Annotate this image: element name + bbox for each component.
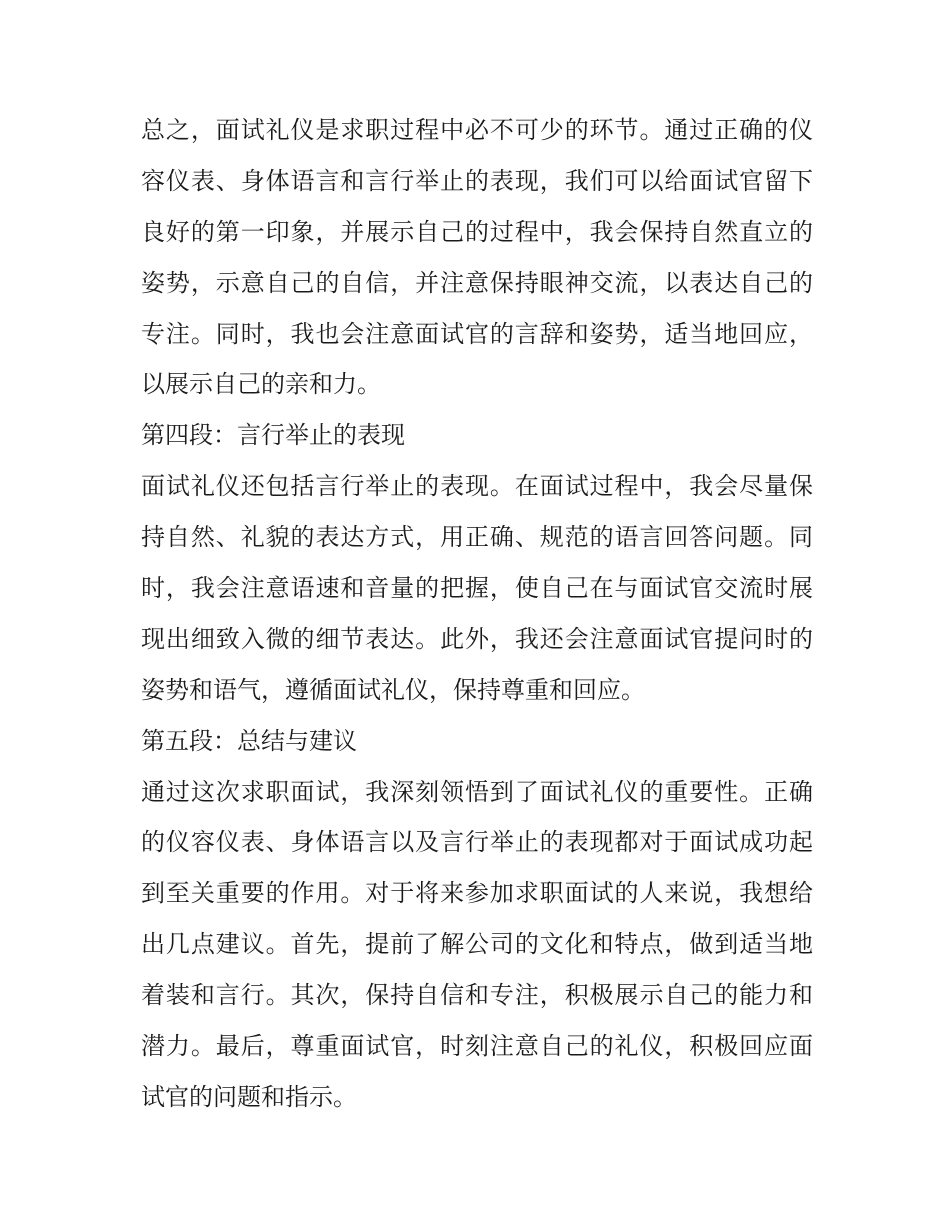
text-line: 专注。同时，我也会注意面试官的言辞和姿势，适当地回应，	[141, 319, 813, 348]
text-line: 良好的第一印象，并展示自己的过程中，我会保持自然直立的	[141, 217, 813, 246]
text-line: 姿势和语气，遵循面试礼仪，保持尊重和回应。	[141, 675, 645, 704]
text-line: 着装和言行。其次，保持自信和专注，积极展示自己的能力和	[141, 981, 813, 1010]
text-line: 面试礼仪还包括言行举止的表现。在面试过程中，我会尽量保	[141, 472, 813, 501]
section-4-heading: 第四段：言行举止的表现	[141, 421, 405, 450]
text-line: 通过这次求职面试，我深刻领悟到了面试礼仪的重要性。正确	[141, 777, 813, 806]
section-4-body	[141, 461, 813, 715]
section-5-heading: 第五段：总结与建议	[141, 726, 357, 755]
text-line: 出几点建议。首先，提前了解公司的文化和特点，做到适当地	[141, 930, 813, 959]
text-line: 试官的问题和指示。	[141, 1082, 357, 1111]
text-line: 姿势，示意自己的自信，并注意保持眼神交流，以表达自己的	[141, 268, 813, 297]
text-line: 总之，面试礼仪是求职过程中必不可少的环节。通过正确的仪	[141, 116, 813, 144]
section-5-body	[141, 767, 813, 1123]
document-page	[141, 105, 813, 1123]
text-line: 持自然、礼貌的表达方式，用正确、规范的语言回答问题。同	[141, 523, 813, 552]
text-line: 时，我会注意语速和音量的把握，使自己在与面试官交流时展	[141, 574, 813, 603]
text-line: 以展示自己的亲和力。	[141, 370, 381, 399]
text-line: 潜力。最后，尊重面试官，时刻注意自己的礼仪，积极回应面	[141, 1032, 813, 1061]
paragraph-3-tail	[141, 105, 813, 410]
text-line: 到至关重要的作用。对于将来参加求职面试的人来说，我想给	[141, 879, 813, 908]
text-line: 容仪表、身体语言和言行举止的表现，我们可以给面试官留下	[141, 166, 813, 195]
text-line: 的仪容仪表、身体语言以及言行举止的表现都对于面试成功起	[141, 828, 813, 857]
text-line: 现出细致入微的细节表达。此外，我还会注意面试官提问时的	[141, 624, 813, 653]
